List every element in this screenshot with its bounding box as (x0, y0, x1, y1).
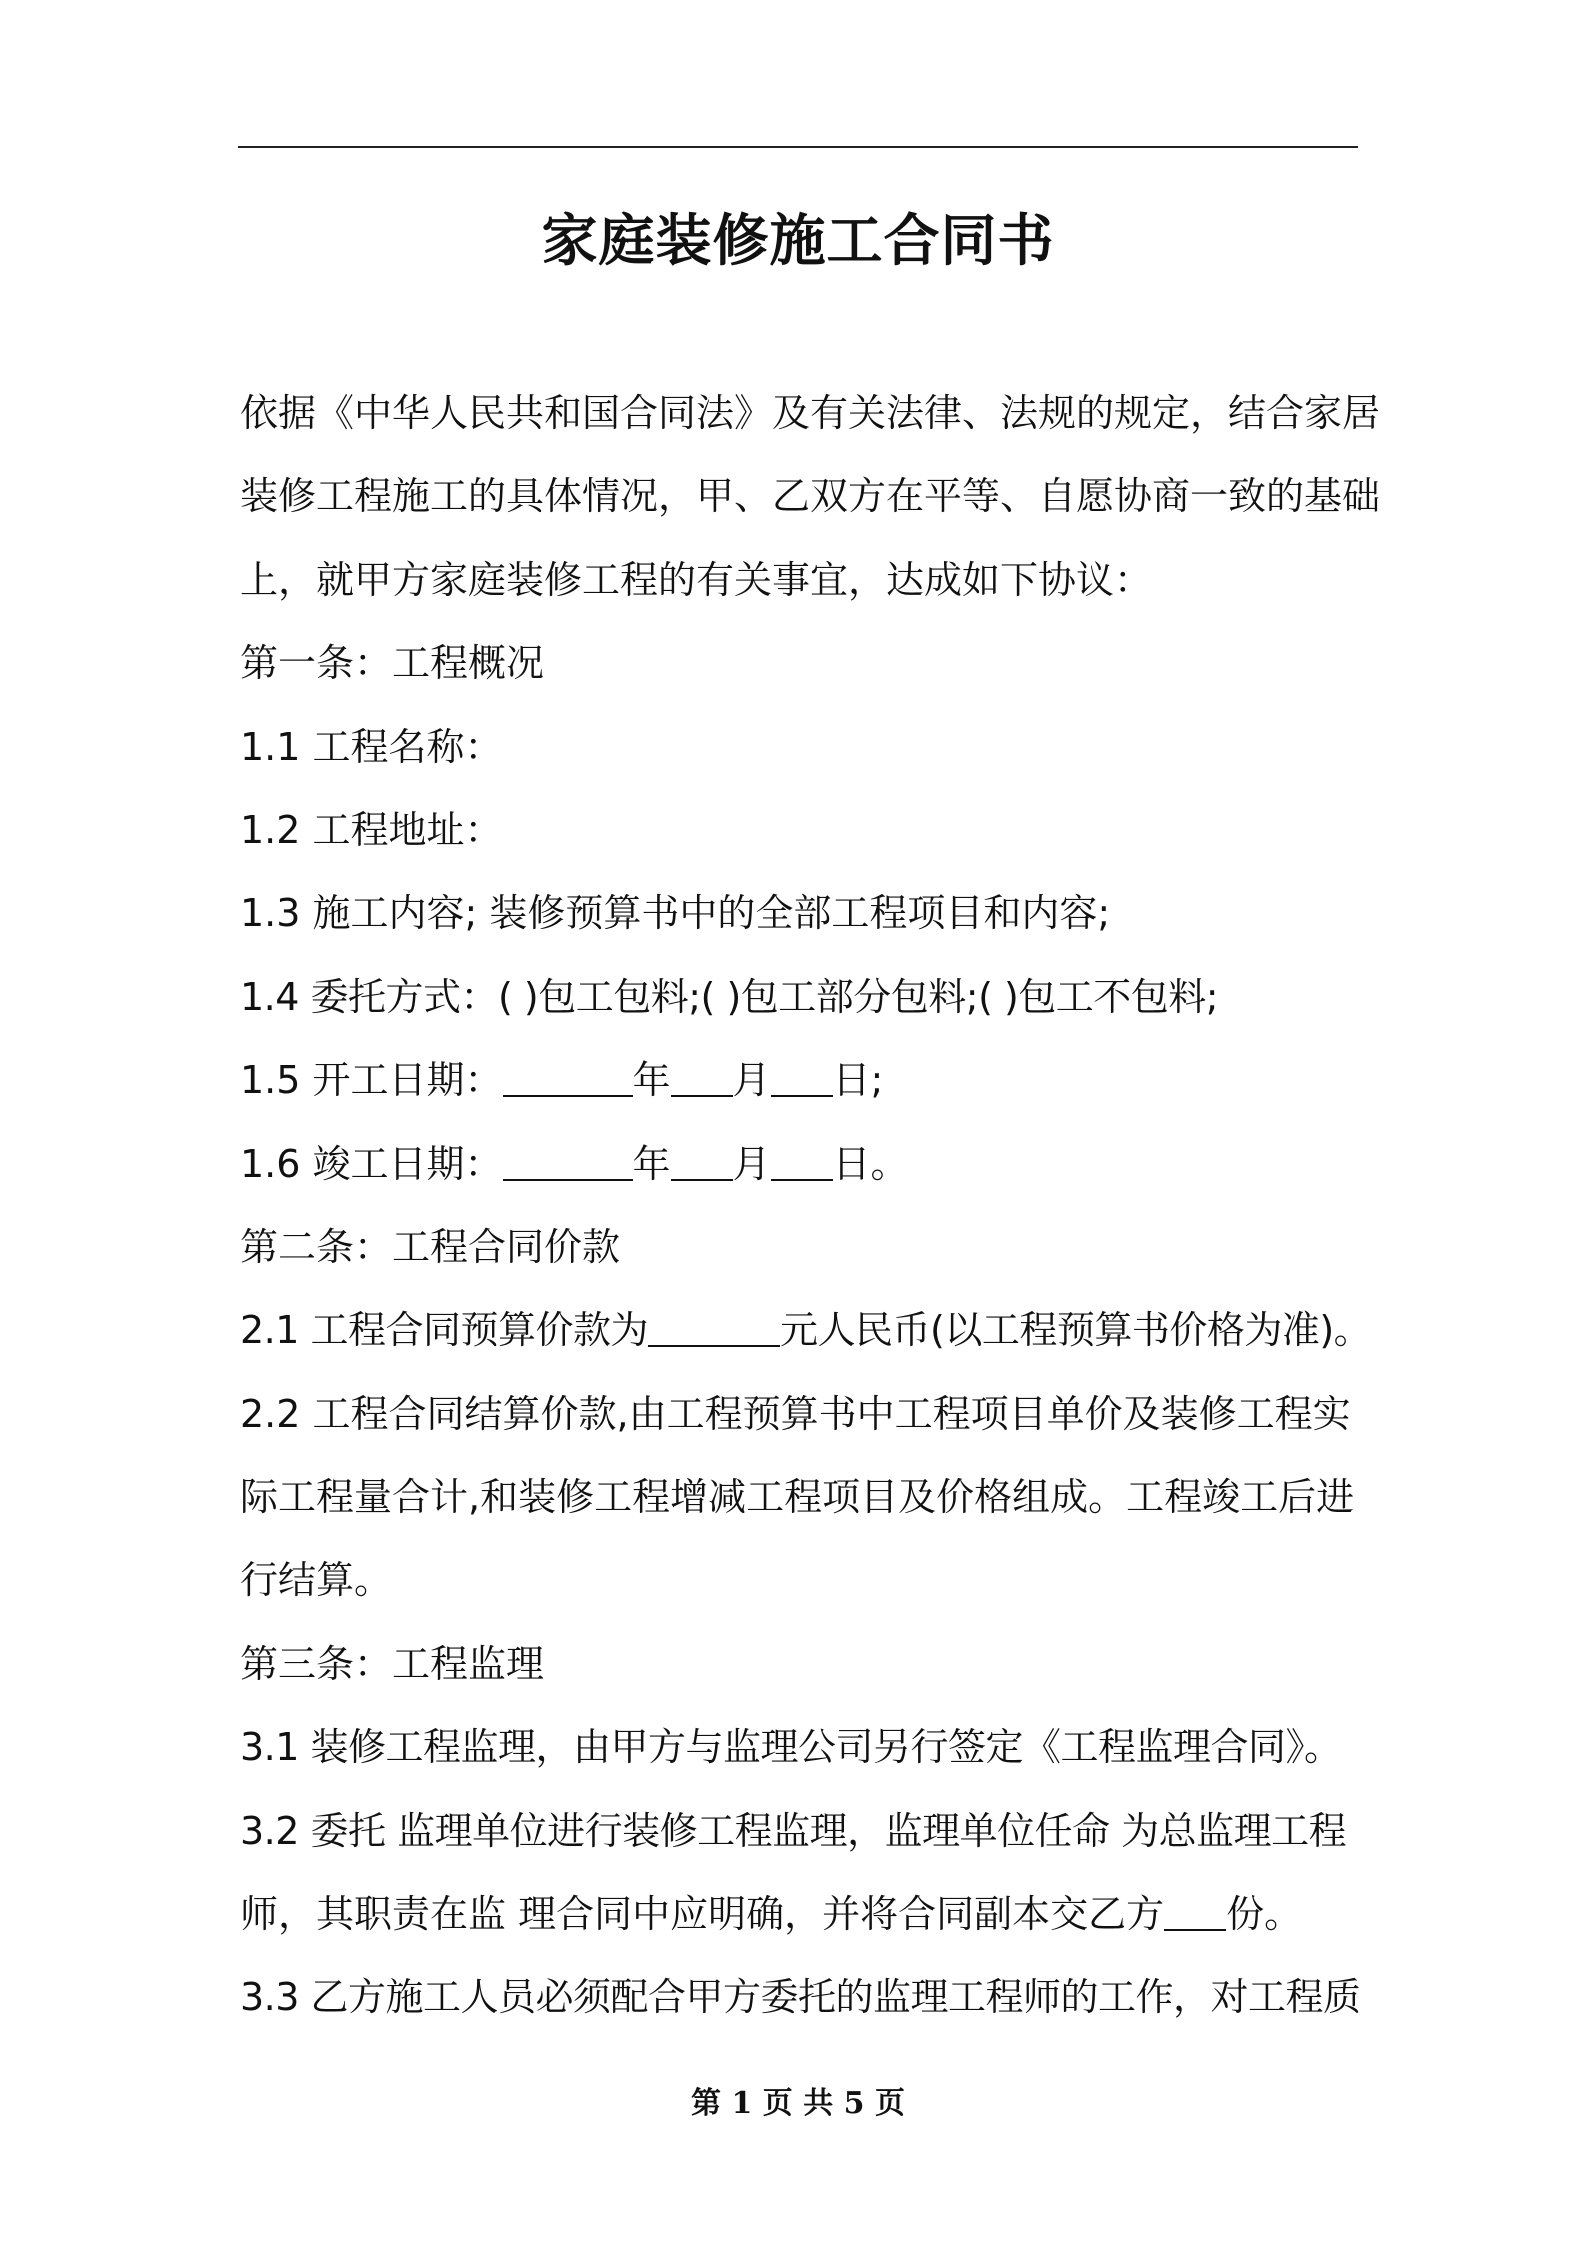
end-month-blank (671, 1149, 733, 1181)
end-day-blank (771, 1149, 833, 1181)
clause-3-2-line-2-suffix: 份。 (1226, 1892, 1303, 1937)
clause-1-4: 1.4 委托方式：( )包工包料;( )包工部分包料;( )包工不包料; (240, 974, 1219, 1019)
start-year-label: 年 (632, 1058, 671, 1103)
clause-3-1: 3.1 装修工程监理，由甲方与监理公司另行签定《工程监理合同》。 (240, 1725, 1342, 1770)
start-month-blank (671, 1065, 733, 1097)
start-month-label: 月 (732, 1058, 771, 1103)
clause-3-2-line-2-prefix: 师，其职责在监 理合同中应明确，并将合同副本交乙方 (240, 1892, 1165, 1937)
start-year-blank (503, 1065, 633, 1097)
price-blank (648, 1315, 780, 1347)
intro-line-1: 依据《中华人民共和国合同法》及有关法律、法规的规定，结合家居 (240, 391, 1381, 435)
clause-2-2-line-3: 行结算。 (240, 1558, 393, 1603)
clause-3-2-line-1: 3.2 委托 监理单位进行装修工程监理，监理单位任命 为总监理工程 (240, 1808, 1347, 1853)
clause-2-2-line-2: 际工程量合计,和装修工程增减工程项目及价格组成。工程竣工后进 (240, 1475, 1355, 1520)
clause-1-1: 1.1 工程名称： (240, 724, 503, 769)
end-year-blank (503, 1149, 633, 1181)
clause-1-5 (240, 1039, 1365, 1122)
section-2-heading: 第二条：工程合同价款 (240, 1224, 621, 1269)
end-month-label: 月 (732, 1141, 771, 1186)
clause-1-3: 1.3 施工内容; 装修预算书中的全部工程项目和内容; (240, 891, 1111, 936)
intro-line-2: 装修工程施工的具体情况，甲、乙双方在平等、自愿协商一致的基础 (240, 474, 1381, 519)
end-year-label: 年 (632, 1141, 671, 1186)
clause-3-3-line-1: 3.3 乙方施工人员必须配合甲方委托的监理工程师的工作，对工程质 (240, 1975, 1361, 2020)
copies-blank (1164, 1899, 1226, 1931)
header-rule (238, 146, 1358, 148)
intro-line-3: 上，就甲方家庭装修工程的有关事宜，达成如下协议： (240, 557, 1153, 602)
clause-1-6 (240, 1123, 1365, 1206)
clause-2-1 (240, 1289, 1372, 1372)
clause-2-2-line-1: 2.2 工程合同结算价款,由工程预算书中工程项目单价及装修工程实 (240, 1391, 1351, 1436)
clause-2-1-prefix: 2.1 工程合同预算价款为 (240, 1308, 649, 1353)
clause-1-2: 1.2 工程地址： (240, 807, 503, 852)
start-day-label: 日; (832, 1058, 884, 1103)
clause-2-1-suffix: 元人民币(以工程预算书价格为准)。 (780, 1308, 1372, 1353)
clause-1-5-label: 1.5 开工日期： (240, 1058, 503, 1103)
end-day-label: 日。 (832, 1141, 909, 1186)
document-title: 家庭装修施工合同书 (541, 209, 1055, 274)
start-day-blank (771, 1065, 833, 1097)
clause-3-2-line-2 (240, 1873, 1365, 1956)
section-3-heading: 第三条：工程监理 (240, 1641, 545, 1686)
document-body (240, 372, 1381, 2040)
clause-1-6-label: 1.6 竣工日期： (240, 1141, 503, 1186)
section-1-heading: 第一条：工程概况 (240, 641, 545, 686)
page-number: 第 1 页 共 5 页 (691, 2086, 905, 2121)
